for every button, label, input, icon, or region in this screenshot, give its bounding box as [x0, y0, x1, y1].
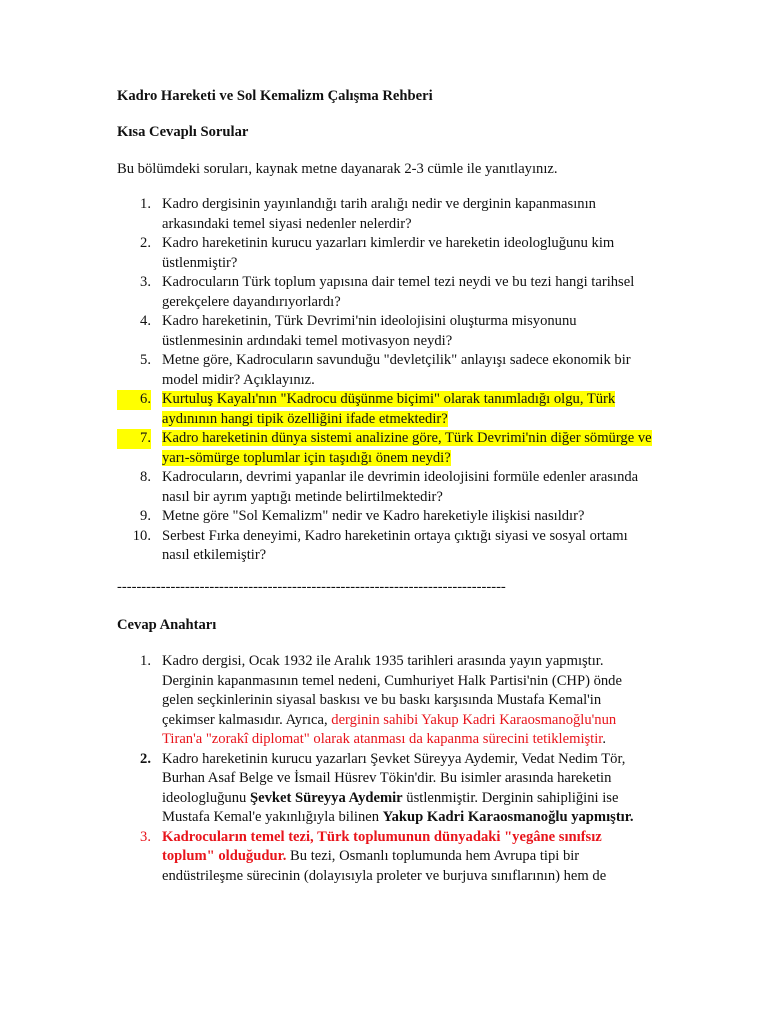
question-item: 2. Kadro hareketinin kurucu yazarları kimlerdir ve hareketin ideologluğunu kim üstlenmiştir?	[140, 235, 615, 271]
answer-bold-text: Yakup Kadri Karaosmanoğlu yapmıştır.	[382, 809, 634, 825]
document-title: Kadro Hareketi ve Sol Kemalizm Çalışma Rehberi	[117, 88, 433, 104]
question-item-highlighted: 6. Kurtuluş Kayalı'nın "Kadrocu düşünme biçimi" olarak tanımladığı olgu, Türk aydınının hangi tipik özelliğini ifade etmektedir?	[117, 390, 657, 429]
question-item-highlighted: 7. Kadro hareketinin dünya sistemi analizine göre, Türk Devrimi'nin diğer sömürge ve yarı-sömürge toplumlar için taşıdığı önem neydi?	[117, 429, 657, 468]
section-heading-short-answer: Kısa Cevaplı Sorular	[117, 124, 249, 140]
question-list	[117, 195, 657, 566]
question-item: 9. Metne göre "Sol Kemalizm" nedir ve Kadro hareketiyle ilişkisi nasıldır?	[140, 508, 585, 524]
answer-highlight-red: derginin sahibi Yakup Kadri Karaosmanoğlu'nun Tiran'a "zorakî diplomat" olarak atanması da kapanma sürecini tetiklemiştir	[162, 711, 617, 747]
section-heading-answer-key: Cevap Anahtarı	[117, 617, 217, 633]
answer-item: 3. Kadrocuların temel tezi, Türk toplumunun dünyadaki "yegâne sınıfsız toplum" olduğudur. Bu tezi, Osmanlı toplumunda hem Avrupa tipi bir endüstrileşme sürecinin (dolayısıyla proleter ve burjuva sınıflarının) hem de	[140, 828, 607, 884]
answer-list	[117, 652, 657, 886]
question-item: 10. Serbest Fırka deneyimi, Kadro hareketinin ortaya çıktığı siyasi ve sosyal ortamı nasıl etkilemiştir?	[132, 527, 628, 563]
question-item: 5. Metne göre, Kadrocuların savunduğu "devletçilik" anlayışı sadece ekonomik bir model midir? Açıklayınız.	[140, 352, 631, 388]
divider-line: --------------------------------------------------------------------------------	[117, 579, 506, 595]
answer-bold-text: Şevket Süreyya Aydemir	[249, 789, 403, 806]
answer-item: 2. Kadro hareketinin kurucu yazarları Şevket Süreyya Aydemir, Vedat Nedim Tör, Burhan Asaf Belge ve İsmail Hüsrev Tökin'dir. Bu isimler arasında hareketin ideologluğunu Şevket Süreyya Aydemir üstlenmiştir. Derginin sahipliğini ise Mustafa Kemal'e yakınlığıyla bilinen Yakup Kadri Karaosmanoğlu yapmıştır.	[140, 750, 634, 825]
question-item: 1. Kadro dergisinin yayınlandığı tarih aralığı nedir ve derginin kapanmasının arkasındaki temel siyasi nedenler nelerdir?	[140, 196, 596, 232]
section-intro: Bu bölümdeki soruları, kaynak metne dayanarak 2-3 cümle ile yanıtlayınız.	[117, 161, 558, 177]
question-item: 4. Kadro hareketinin, Türk Devrimi'nin ideolojisini oluşturma misyonunu üstlenmesinin ardındaki temel motivasyon neydi?	[140, 313, 577, 349]
question-item: 3. Kadrocuların Türk toplum yapısına dair temel tezi neydi ve bu tezi hangi tarihsel gerekçelere dayandırıyorlardı?	[140, 274, 635, 310]
answer-item: 1. Kadro dergisi, Ocak 1932 ile Aralık 1935 tarihleri arasında yayın yapmıştır. Derginin kapanmasının temel nedeni, Cumhuriyet Halk Partisi'nin (CHP) önde gelen seçkinlerinin siyasal baskısı ve bu baskı karşısında Mustafa Kemal'in çekimser kalmasıdır. Ayrıca, derginin sahibi Yakup Kadri Karaosmanoğlu'nun Tiran'a "zorakî diplomat" olarak atanması da kapanma sürecini tetiklemiştir.	[140, 653, 622, 747]
answer-highlight-red: Kadrocuların temel tezi, Türk toplumunun dünyadaki "yegâne sınıfsız toplum" olduğudur.	[162, 828, 602, 864]
question-item: 8. Kadrocuların, devrimi yapanlar ile devrimin ideolojisini formüle edenler arasında nasıl bir ayrım yaptığı metinde belirtilmektedir?	[140, 469, 639, 505]
